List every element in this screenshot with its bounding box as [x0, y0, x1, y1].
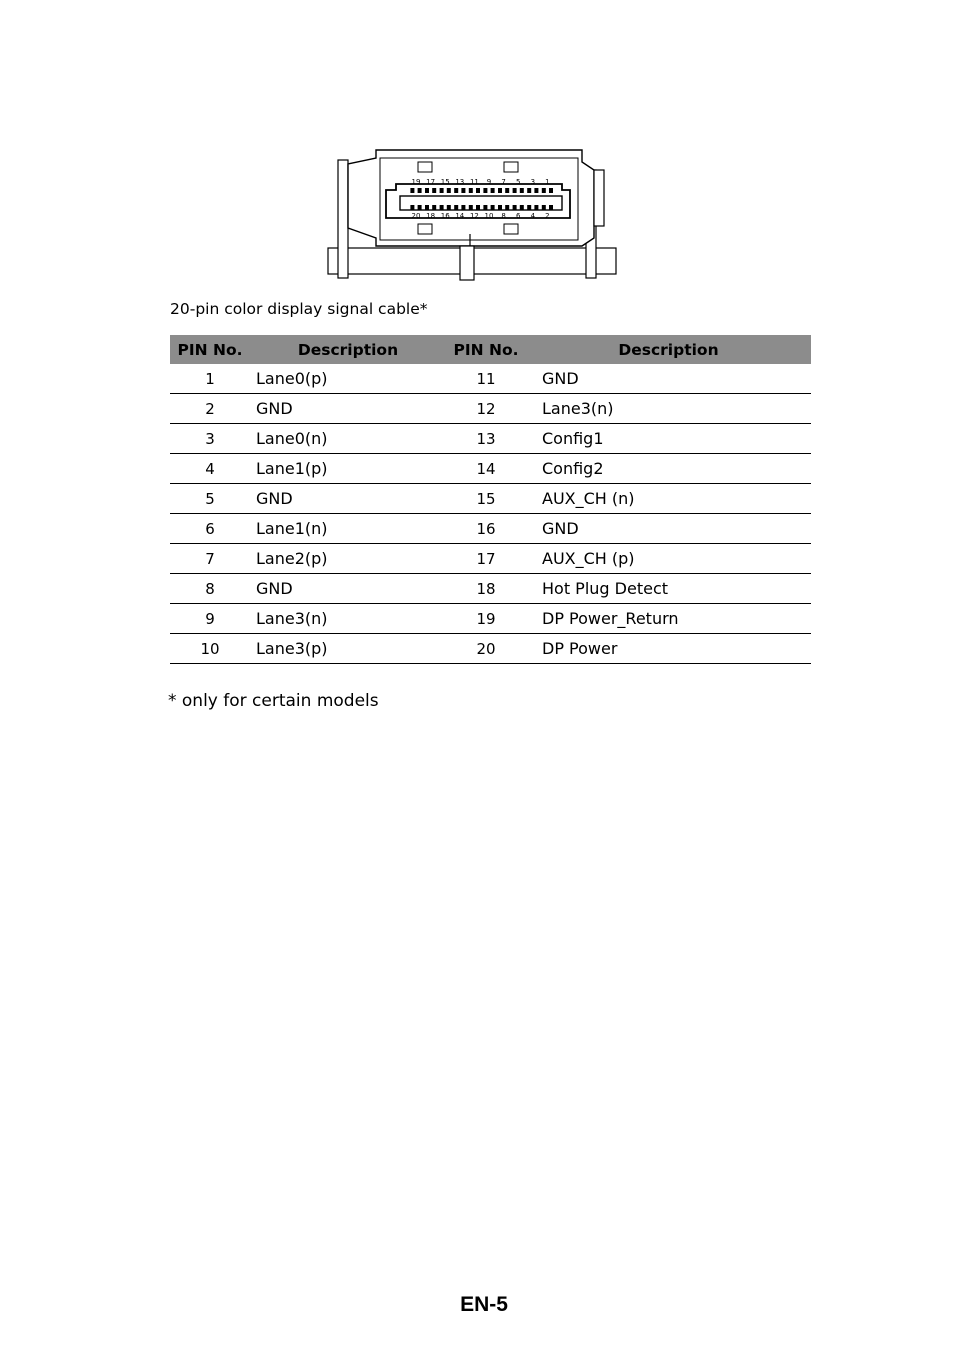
pin-contact [461, 205, 465, 210]
pin-number-cell: 7 [170, 544, 250, 574]
table-caption: 20-pin color display signal cable* [170, 300, 428, 318]
pin-description-cell: GND [526, 514, 811, 544]
pin-contact [534, 205, 538, 210]
table-row [170, 454, 811, 484]
pin-label: 10 [484, 212, 494, 220]
pin-contact [520, 188, 524, 193]
pin-contact [527, 188, 531, 193]
pin-label: 6 [515, 212, 521, 220]
pin-contact [440, 205, 444, 210]
pin-number-cell: 12 [446, 394, 526, 424]
pin-number-cell: 17 [446, 544, 526, 574]
pin-contact [410, 205, 414, 210]
pin-label: 7 [501, 178, 506, 186]
pin-number-cell: 8 [170, 574, 250, 604]
header-pin-no-1: PIN No. [170, 335, 250, 364]
pin-contact [454, 188, 458, 193]
pin-label: 3 [530, 178, 536, 186]
pin-description-cell: DP Power_Return [526, 604, 811, 634]
pin-contact [483, 188, 487, 193]
pin-contact [476, 188, 480, 193]
pin-number-cell: 10 [170, 634, 250, 664]
pin-contact [549, 205, 553, 210]
pin-number-cell: 5 [170, 484, 250, 514]
pin-description-cell: GND [250, 394, 446, 424]
pin-description-cell: GND [250, 484, 446, 514]
pin-description-cell: DP Power [526, 634, 811, 664]
pin-description-cell: GND [250, 574, 446, 604]
pin-label: 1 [545, 178, 550, 186]
table-row [170, 514, 811, 544]
table-row [170, 424, 811, 454]
pin-contact [432, 188, 436, 193]
pin-label: 11 [469, 178, 479, 186]
pin-contact [505, 188, 509, 193]
pin-description-cell: Config2 [526, 454, 811, 484]
pin-number-cell: 20 [446, 634, 526, 664]
pin-contact [491, 205, 495, 210]
pin-contact [440, 188, 444, 193]
pin-contact [410, 188, 414, 193]
pin-label: 19 [411, 178, 421, 186]
header-description-2: Description [526, 335, 811, 364]
table-row [170, 544, 811, 574]
table-row [170, 634, 811, 664]
pin-contact [418, 188, 422, 193]
footnote: * only for certain models [168, 691, 379, 711]
pin-contact [469, 205, 473, 210]
header-pin-no-2: PIN No. [446, 335, 526, 364]
pin-label: 12 [469, 212, 479, 220]
pin-contact [513, 205, 517, 210]
pin-number-cell: 9 [170, 604, 250, 634]
pin-description-cell: Lane2(p) [250, 544, 446, 574]
pin-contact [461, 188, 465, 193]
pin-label: 17 [426, 178, 436, 186]
pin-number-cell: 11 [446, 364, 526, 394]
table-row [170, 574, 811, 604]
pin-assignment-table [170, 335, 811, 664]
pin-description-cell: GND [526, 364, 811, 394]
pin-label: 20 [411, 212, 421, 220]
pin-description-cell: Lane0(p) [250, 364, 446, 394]
pin-number-cell: 3 [170, 424, 250, 454]
pin-number-cell: 4 [170, 454, 250, 484]
pin-label: 15 [440, 178, 450, 186]
pin-number-cell: 1 [170, 364, 250, 394]
page-number: EN-5 [460, 1293, 508, 1316]
pin-contact [498, 205, 502, 210]
pin-contact [520, 205, 524, 210]
pin-description-cell: Lane3(n) [250, 604, 446, 634]
pin-contact [476, 205, 480, 210]
pin-description-cell: AUX_CH (n) [526, 484, 811, 514]
table-header-row [170, 335, 811, 364]
pin-contact [454, 205, 458, 210]
table-row [170, 604, 811, 634]
table-row [170, 394, 811, 424]
pin-label: 9 [486, 178, 492, 186]
table-row [170, 484, 811, 514]
pin-contact [418, 205, 422, 210]
pin-contact [447, 205, 451, 210]
pin-contact [549, 188, 553, 193]
table-row [170, 364, 811, 394]
pin-number-cell: 16 [446, 514, 526, 544]
pin-label: 16 [440, 212, 450, 220]
pin-contact [432, 205, 436, 210]
pin-contact [425, 188, 429, 193]
pin-label: 4 [530, 212, 536, 220]
pin-contact [542, 205, 546, 210]
pin-contact [491, 188, 495, 193]
pin-contact [447, 188, 451, 193]
pin-description-cell: Config1 [526, 424, 811, 454]
pin-label: 14 [455, 212, 465, 220]
pin-number-cell: 14 [446, 454, 526, 484]
pin-number-cell: 2 [170, 394, 250, 424]
pin-description-cell: Lane3(n) [526, 394, 811, 424]
header-description-1: Description [250, 335, 446, 364]
pin-contact [527, 205, 531, 210]
pin-number-cell: 6 [170, 514, 250, 544]
pin-contact [505, 205, 509, 210]
pin-number-cell: 13 [446, 424, 526, 454]
pin-number-cell: 15 [446, 484, 526, 514]
pin-description-cell: Lane0(n) [250, 424, 446, 454]
pin-contact [469, 188, 473, 193]
pin-contact [483, 205, 487, 210]
displayport-connector-diagram [322, 142, 622, 287]
pin-description-cell: AUX_CH (p) [526, 544, 811, 574]
pin-label: 13 [455, 178, 465, 186]
pin-contact [542, 188, 546, 193]
pin-description-cell: Lane1(p) [250, 454, 446, 484]
pin-label: 2 [545, 212, 550, 220]
pin-label: 5 [515, 178, 521, 186]
pin-label: 18 [426, 212, 436, 220]
pin-number-cell: 19 [446, 604, 526, 634]
pin-description-cell: Lane3(p) [250, 634, 446, 664]
pin-contact [534, 188, 538, 193]
pin-label: 8 [501, 212, 506, 220]
pin-description-cell: Lane1(n) [250, 514, 446, 544]
pin-description-cell: Hot Plug Detect [526, 574, 811, 604]
pin-number-cell: 18 [446, 574, 526, 604]
pin-contact [425, 205, 429, 210]
pin-contact [513, 188, 517, 193]
pin-contact [498, 188, 502, 193]
